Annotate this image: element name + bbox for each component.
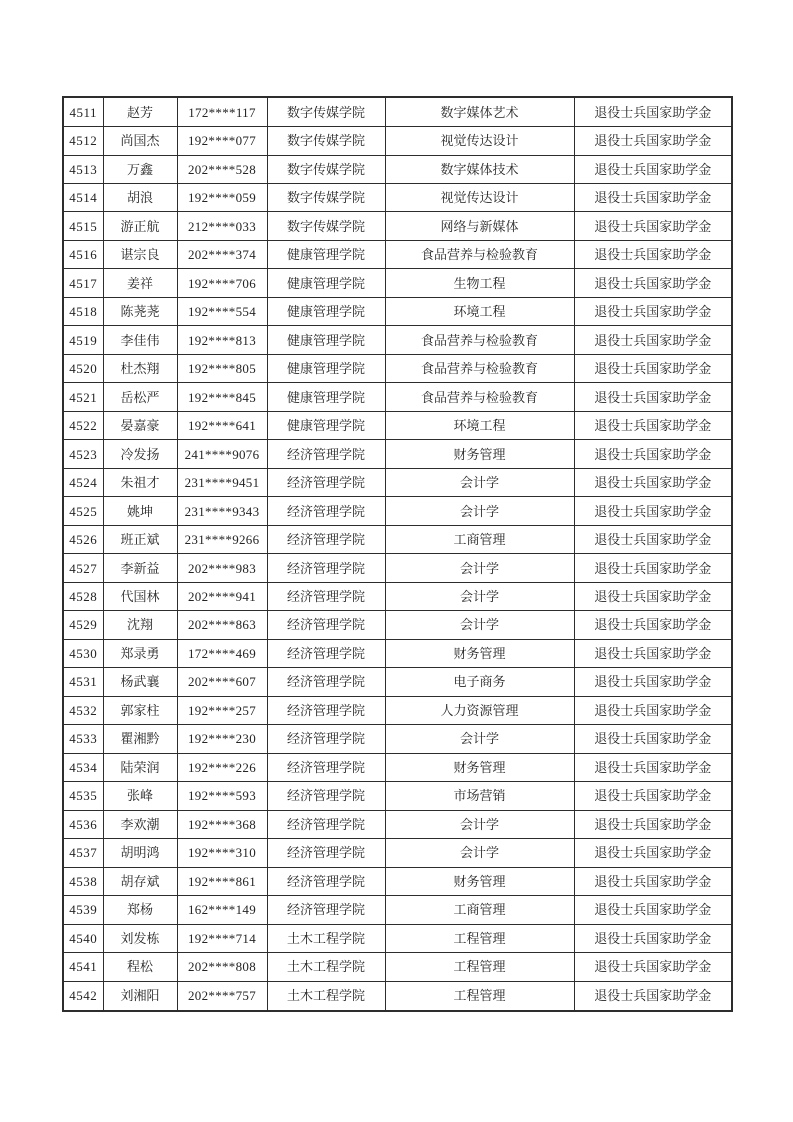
table-row bbox=[63, 953, 732, 981]
cell-student-id: 202****808 bbox=[177, 953, 267, 981]
cell-student-name: 代国林 bbox=[103, 582, 177, 610]
cell-student-name: 沈翔 bbox=[103, 611, 177, 639]
table-row bbox=[63, 839, 732, 867]
cell-major: 食品营养与检验教育 bbox=[385, 240, 574, 268]
cell-student-id: 192****554 bbox=[177, 297, 267, 325]
cell-major: 电子商务 bbox=[385, 668, 574, 696]
cell-major: 生物工程 bbox=[385, 269, 574, 297]
cell-student-name: 万鑫 bbox=[103, 155, 177, 183]
table-row bbox=[63, 468, 732, 496]
cell-student-name: 谌宗良 bbox=[103, 240, 177, 268]
cell-student-id: 231****9451 bbox=[177, 468, 267, 496]
cell-award-type: 退役士兵国家助学金 bbox=[574, 611, 732, 639]
cell-student-name: 冷发扬 bbox=[103, 440, 177, 468]
roster-body bbox=[63, 97, 732, 1011]
cell-row-number: 4540 bbox=[63, 924, 103, 952]
cell-student-id: 202****863 bbox=[177, 611, 267, 639]
cell-award-type: 退役士兵国家助学金 bbox=[574, 639, 732, 667]
cell-row-number: 4535 bbox=[63, 782, 103, 810]
table-row bbox=[63, 696, 732, 724]
cell-major: 工程管理 bbox=[385, 953, 574, 981]
cell-college: 土木工程学院 bbox=[267, 953, 385, 981]
cell-college: 健康管理学院 bbox=[267, 269, 385, 297]
cell-award-type: 退役士兵国家助学金 bbox=[574, 582, 732, 610]
table-row bbox=[63, 525, 732, 553]
cell-major: 数字媒体艺术 bbox=[385, 97, 574, 127]
cell-row-number: 4537 bbox=[63, 839, 103, 867]
cell-student-id: 192****230 bbox=[177, 725, 267, 753]
table-row bbox=[63, 440, 732, 468]
cell-major: 人力资源管理 bbox=[385, 696, 574, 724]
table-row bbox=[63, 497, 732, 525]
cell-award-type: 退役士兵国家助学金 bbox=[574, 326, 732, 354]
cell-student-id: 172****117 bbox=[177, 97, 267, 127]
table-row bbox=[63, 212, 732, 240]
cell-student-name: 李欢潮 bbox=[103, 810, 177, 838]
table-row bbox=[63, 753, 732, 781]
cell-major: 会计学 bbox=[385, 497, 574, 525]
cell-student-id: 192****805 bbox=[177, 354, 267, 382]
cell-student-name: 刘湘阳 bbox=[103, 981, 177, 1011]
table-row bbox=[63, 183, 732, 211]
cell-row-number: 4518 bbox=[63, 297, 103, 325]
cell-row-number: 4533 bbox=[63, 725, 103, 753]
cell-student-id: 192****861 bbox=[177, 867, 267, 895]
cell-student-id: 192****310 bbox=[177, 839, 267, 867]
cell-student-name: 郭家柱 bbox=[103, 696, 177, 724]
table-row bbox=[63, 326, 732, 354]
cell-major: 财务管理 bbox=[385, 639, 574, 667]
cell-student-id: 192****257 bbox=[177, 696, 267, 724]
cell-college: 经济管理学院 bbox=[267, 896, 385, 924]
cell-college: 经济管理学院 bbox=[267, 497, 385, 525]
cell-award-type: 退役士兵国家助学金 bbox=[574, 896, 732, 924]
cell-student-name: 张峰 bbox=[103, 782, 177, 810]
cell-major: 会计学 bbox=[385, 582, 574, 610]
cell-award-type: 退役士兵国家助学金 bbox=[574, 383, 732, 411]
cell-award-type: 退役士兵国家助学金 bbox=[574, 297, 732, 325]
table-row bbox=[63, 782, 732, 810]
cell-student-name: 李新益 bbox=[103, 554, 177, 582]
cell-student-id: 192****593 bbox=[177, 782, 267, 810]
cell-award-type: 退役士兵国家助学金 bbox=[574, 212, 732, 240]
table-row bbox=[63, 668, 732, 696]
cell-college: 经济管理学院 bbox=[267, 839, 385, 867]
cell-major: 视觉传达设计 bbox=[385, 127, 574, 155]
cell-student-name: 郑杨 bbox=[103, 896, 177, 924]
cell-row-number: 4519 bbox=[63, 326, 103, 354]
table-row bbox=[63, 582, 732, 610]
cell-award-type: 退役士兵国家助学金 bbox=[574, 696, 732, 724]
table-row bbox=[63, 383, 732, 411]
cell-student-id: 172****469 bbox=[177, 639, 267, 667]
cell-award-type: 退役士兵国家助学金 bbox=[574, 411, 732, 439]
cell-award-type: 退役士兵国家助学金 bbox=[574, 867, 732, 895]
cell-student-id: 231****9343 bbox=[177, 497, 267, 525]
cell-student-name: 陈荛荛 bbox=[103, 297, 177, 325]
cell-student-id: 241****9076 bbox=[177, 440, 267, 468]
table-row bbox=[63, 981, 732, 1011]
table-row bbox=[63, 97, 732, 127]
cell-award-type: 退役士兵国家助学金 bbox=[574, 725, 732, 753]
cell-college: 经济管理学院 bbox=[267, 639, 385, 667]
cell-row-number: 4512 bbox=[63, 127, 103, 155]
cell-major: 市场营销 bbox=[385, 782, 574, 810]
table-row bbox=[63, 924, 732, 952]
table-row bbox=[63, 611, 732, 639]
cell-student-id: 192****845 bbox=[177, 383, 267, 411]
cell-major: 会计学 bbox=[385, 468, 574, 496]
cell-row-number: 4524 bbox=[63, 468, 103, 496]
cell-major: 数字媒体技术 bbox=[385, 155, 574, 183]
cell-major: 会计学 bbox=[385, 810, 574, 838]
cell-college: 经济管理学院 bbox=[267, 440, 385, 468]
cell-award-type: 退役士兵国家助学金 bbox=[574, 269, 732, 297]
cell-row-number: 4526 bbox=[63, 525, 103, 553]
cell-student-name: 刘发栋 bbox=[103, 924, 177, 952]
cell-student-id: 192****641 bbox=[177, 411, 267, 439]
cell-award-type: 退役士兵国家助学金 bbox=[574, 782, 732, 810]
cell-award-type: 退役士兵国家助学金 bbox=[574, 753, 732, 781]
cell-major: 会计学 bbox=[385, 554, 574, 582]
cell-row-number: 4516 bbox=[63, 240, 103, 268]
table-row bbox=[63, 269, 732, 297]
cell-student-name: 杜杰翔 bbox=[103, 354, 177, 382]
cell-award-type: 退役士兵国家助学金 bbox=[574, 554, 732, 582]
scholarship-roster-table bbox=[62, 96, 733, 1012]
cell-award-type: 退役士兵国家助学金 bbox=[574, 953, 732, 981]
cell-college: 经济管理学院 bbox=[267, 582, 385, 610]
table-row bbox=[63, 725, 732, 753]
cell-award-type: 退役士兵国家助学金 bbox=[574, 354, 732, 382]
cell-row-number: 4522 bbox=[63, 411, 103, 439]
cell-student-name: 李佳伟 bbox=[103, 326, 177, 354]
cell-major: 网络与新媒体 bbox=[385, 212, 574, 240]
cell-row-number: 4539 bbox=[63, 896, 103, 924]
cell-row-number: 4529 bbox=[63, 611, 103, 639]
cell-award-type: 退役士兵国家助学金 bbox=[574, 468, 732, 496]
cell-college: 经济管理学院 bbox=[267, 554, 385, 582]
cell-student-id: 202****528 bbox=[177, 155, 267, 183]
cell-row-number: 4536 bbox=[63, 810, 103, 838]
cell-award-type: 退役士兵国家助学金 bbox=[574, 839, 732, 867]
cell-major: 视觉传达设计 bbox=[385, 183, 574, 211]
cell-student-name: 杨武襄 bbox=[103, 668, 177, 696]
cell-row-number: 4542 bbox=[63, 981, 103, 1011]
cell-college: 经济管理学院 bbox=[267, 668, 385, 696]
cell-student-name: 胡浪 bbox=[103, 183, 177, 211]
cell-college: 健康管理学院 bbox=[267, 297, 385, 325]
cell-row-number: 4528 bbox=[63, 582, 103, 610]
table-row bbox=[63, 127, 732, 155]
cell-student-id: 231****9266 bbox=[177, 525, 267, 553]
cell-row-number: 4538 bbox=[63, 867, 103, 895]
table-row bbox=[63, 554, 732, 582]
cell-college: 经济管理学院 bbox=[267, 611, 385, 639]
table-row bbox=[63, 155, 732, 183]
cell-student-id: 192****813 bbox=[177, 326, 267, 354]
table-row bbox=[63, 411, 732, 439]
cell-student-id: 192****714 bbox=[177, 924, 267, 952]
cell-student-id: 192****226 bbox=[177, 753, 267, 781]
cell-row-number: 4523 bbox=[63, 440, 103, 468]
cell-row-number: 4511 bbox=[63, 97, 103, 127]
cell-major: 食品营养与检验教育 bbox=[385, 383, 574, 411]
cell-student-id: 162****149 bbox=[177, 896, 267, 924]
cell-student-name: 岳松严 bbox=[103, 383, 177, 411]
cell-award-type: 退役士兵国家助学金 bbox=[574, 525, 732, 553]
cell-student-name: 胡存斌 bbox=[103, 867, 177, 895]
cell-row-number: 4541 bbox=[63, 953, 103, 981]
cell-major: 食品营养与检验教育 bbox=[385, 326, 574, 354]
cell-college: 健康管理学院 bbox=[267, 326, 385, 354]
cell-major: 财务管理 bbox=[385, 867, 574, 895]
cell-major: 工商管理 bbox=[385, 525, 574, 553]
cell-row-number: 4534 bbox=[63, 753, 103, 781]
cell-row-number: 4531 bbox=[63, 668, 103, 696]
cell-award-type: 退役士兵国家助学金 bbox=[574, 155, 732, 183]
cell-student-name: 程松 bbox=[103, 953, 177, 981]
cell-student-name: 瞿湘黔 bbox=[103, 725, 177, 753]
cell-award-type: 退役士兵国家助学金 bbox=[574, 127, 732, 155]
cell-student-name: 尚国杰 bbox=[103, 127, 177, 155]
cell-row-number: 4521 bbox=[63, 383, 103, 411]
cell-college: 健康管理学院 bbox=[267, 354, 385, 382]
cell-award-type: 退役士兵国家助学金 bbox=[574, 183, 732, 211]
cell-college: 健康管理学院 bbox=[267, 411, 385, 439]
cell-student-name: 赵芳 bbox=[103, 97, 177, 127]
cell-student-name: 朱祖才 bbox=[103, 468, 177, 496]
cell-student-name: 郑录勇 bbox=[103, 639, 177, 667]
cell-college: 经济管理学院 bbox=[267, 525, 385, 553]
cell-college: 土木工程学院 bbox=[267, 924, 385, 952]
cell-student-id: 202****941 bbox=[177, 582, 267, 610]
table-row bbox=[63, 639, 732, 667]
cell-award-type: 退役士兵国家助学金 bbox=[574, 97, 732, 127]
cell-college: 数字传媒学院 bbox=[267, 97, 385, 127]
cell-student-id: 202****983 bbox=[177, 554, 267, 582]
cell-major: 食品营养与检验教育 bbox=[385, 354, 574, 382]
cell-row-number: 4514 bbox=[63, 183, 103, 211]
cell-major: 会计学 bbox=[385, 611, 574, 639]
cell-row-number: 4530 bbox=[63, 639, 103, 667]
cell-student-id: 192****706 bbox=[177, 269, 267, 297]
cell-major: 环境工程 bbox=[385, 297, 574, 325]
cell-student-name: 姚坤 bbox=[103, 497, 177, 525]
cell-college: 数字传媒学院 bbox=[267, 212, 385, 240]
cell-major: 工程管理 bbox=[385, 924, 574, 952]
cell-award-type: 退役士兵国家助学金 bbox=[574, 924, 732, 952]
cell-award-type: 退役士兵国家助学金 bbox=[574, 810, 732, 838]
cell-row-number: 4515 bbox=[63, 212, 103, 240]
cell-college: 数字传媒学院 bbox=[267, 127, 385, 155]
cell-student-id: 192****077 bbox=[177, 127, 267, 155]
cell-student-id: 202****374 bbox=[177, 240, 267, 268]
cell-college: 经济管理学院 bbox=[267, 696, 385, 724]
cell-row-number: 4532 bbox=[63, 696, 103, 724]
cell-row-number: 4513 bbox=[63, 155, 103, 183]
cell-major: 会计学 bbox=[385, 725, 574, 753]
cell-major: 会计学 bbox=[385, 839, 574, 867]
cell-college: 经济管理学院 bbox=[267, 725, 385, 753]
cell-student-name: 班正斌 bbox=[103, 525, 177, 553]
cell-row-number: 4525 bbox=[63, 497, 103, 525]
cell-student-id: 202****757 bbox=[177, 981, 267, 1011]
cell-student-id: 212****033 bbox=[177, 212, 267, 240]
cell-award-type: 退役士兵国家助学金 bbox=[574, 497, 732, 525]
cell-award-type: 退役士兵国家助学金 bbox=[574, 981, 732, 1011]
cell-row-number: 4527 bbox=[63, 554, 103, 582]
cell-major: 环境工程 bbox=[385, 411, 574, 439]
table-row bbox=[63, 354, 732, 382]
table-row bbox=[63, 810, 732, 838]
cell-row-number: 4520 bbox=[63, 354, 103, 382]
cell-college: 健康管理学院 bbox=[267, 240, 385, 268]
cell-student-name: 姜祥 bbox=[103, 269, 177, 297]
table-row bbox=[63, 896, 732, 924]
cell-student-name: 胡明鸿 bbox=[103, 839, 177, 867]
cell-college: 经济管理学院 bbox=[267, 753, 385, 781]
cell-student-id: 202****607 bbox=[177, 668, 267, 696]
cell-student-name: 游正航 bbox=[103, 212, 177, 240]
cell-student-id: 192****368 bbox=[177, 810, 267, 838]
cell-award-type: 退役士兵国家助学金 bbox=[574, 440, 732, 468]
table-row bbox=[63, 240, 732, 268]
cell-college: 经济管理学院 bbox=[267, 867, 385, 895]
table-row bbox=[63, 867, 732, 895]
cell-college: 数字传媒学院 bbox=[267, 183, 385, 211]
cell-college: 数字传媒学院 bbox=[267, 155, 385, 183]
table-row bbox=[63, 297, 732, 325]
cell-college: 经济管理学院 bbox=[267, 468, 385, 496]
cell-major: 财务管理 bbox=[385, 440, 574, 468]
cell-award-type: 退役士兵国家助学金 bbox=[574, 240, 732, 268]
cell-major: 工程管理 bbox=[385, 981, 574, 1011]
cell-major: 工商管理 bbox=[385, 896, 574, 924]
cell-college: 经济管理学院 bbox=[267, 782, 385, 810]
cell-row-number: 4517 bbox=[63, 269, 103, 297]
cell-student-name: 陆荣润 bbox=[103, 753, 177, 781]
cell-college: 经济管理学院 bbox=[267, 810, 385, 838]
cell-student-id: 192****059 bbox=[177, 183, 267, 211]
cell-college: 土木工程学院 bbox=[267, 981, 385, 1011]
cell-major: 财务管理 bbox=[385, 753, 574, 781]
cell-award-type: 退役士兵国家助学金 bbox=[574, 668, 732, 696]
cell-student-name: 晏嘉豪 bbox=[103, 411, 177, 439]
cell-college: 健康管理学院 bbox=[267, 383, 385, 411]
